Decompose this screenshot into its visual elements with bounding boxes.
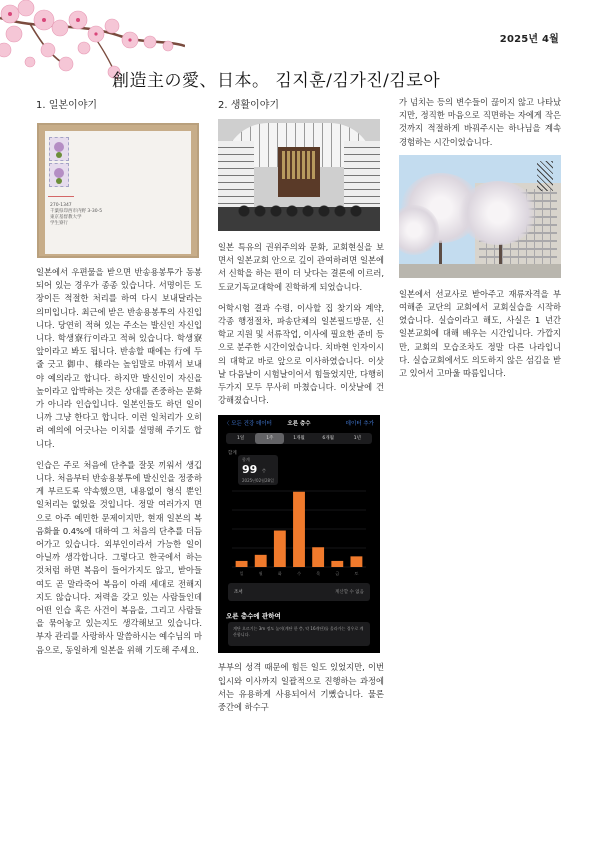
tab-6-months[interactable]: 6개월 xyxy=(322,436,334,442)
paragraph: 인습은 주로 처음에 단추를 잘못 끼워서 생깁니다. 처음부터 반송용봉투에 발신인을 정중하게 부르도록 약속했으면, 내용없이 형식 뿐인 일처리는 없었을 것입니다. 정말 여러가지 면으로 아주 예민한 문제이지만, 현재 일본의 복음화율 0.4%에 대하여 그 처음의 단추를 더듬어가고 있습니다. 외부인이라서 가능한 일이 아닐까 생각합니다. 그렇다고 한국에서 하는 것처럼 하면 복음이 들어가지도 않고, 받아들여도 곧 말라죽어 복음이 아래 세대로 전해지지도 않습니다. 저력을 갖고 있는 사람들인데 어떤 인습 혹은 사건이 복음을, 그리고 사람들을 묶어놓고 있는지도 생각해보고 있습니다. 부자 관리를 사랑하사 말씀하시는 예수님의 마음으로, 동일하게 일본을 위해 기도해 주세요. xyxy=(36,459,202,655)
screen-title: 오른 층수 xyxy=(287,421,311,428)
health-app-screenshot xyxy=(218,415,380,653)
tab-week[interactable]: 1주 xyxy=(255,433,284,444)
bar-5[interactable] xyxy=(331,561,343,567)
average-label: 조서 xyxy=(234,590,243,596)
tab-month[interactable]: 1개월 xyxy=(293,436,305,442)
paragraph: 일본에서 우편물을 받으면 반송용봉투가 동봉되어 있는 경우가 종종 있습니다. 서명이든 도장이든 적절한 처리를 하여 다시 보내달라는 의미입니다. 최근에 받은 반송용봉투의 사진입니다. 당연히 적혀 있는 주소는 발신인 자신입니다. 학생寮行이라고 적혀 있습니다. 학생寮 앞이라고 봐도 됩니다. 반송할 때에는 行에 두 줄 긋고 御中、様라는 높임말로 바꿔서 보내야 예의라고 합니다. 하지만 발신인이 자신을 높이라고 압박하는 것은 상대를 존중하는 문화가 아니라 인습입니다. 일본인들도 하던 일이니까 그냥 한다고 합니다. 이런 일처리가 오히려 예의에 어긋나는 이치를 설명해 주기도 합니다. xyxy=(36,267,202,449)
column-japan-story xyxy=(36,96,202,665)
postal-code-rule xyxy=(48,196,74,197)
paragraph: 어학시험 결과 수령, 이사할 집 찾기와 계약, 각종 행정절차, 파송단체의 일본필드방문, 신학교 지원 및 서류작업, 이사에 필요한 준비 등으로 분주한 시간이었습니다. 치바현 인자이시의 대학교 바로 앞으로 이사하였습니다. 이삿날 다음날이 시험날이어서 힘들었지만, 다행히 두가지 모두 무사히 마쳤습니다. 이삿날에 건강해졌습니다. xyxy=(218,302,384,406)
postage-stamp xyxy=(49,137,69,161)
bar-0[interactable] xyxy=(236,561,248,567)
tab-day[interactable]: 1일 xyxy=(236,436,245,442)
x-tick-label: 일 xyxy=(239,571,244,577)
average-row[interactable] xyxy=(228,583,370,601)
bar-4[interactable] xyxy=(312,548,324,568)
column-life-story xyxy=(218,96,384,722)
about-text: 계단 오르기는 3m 정도 높이(계단 한 층, 약 16개단)를 올라가는 경우로 계산합니다. xyxy=(228,622,370,646)
back-link[interactable]: 〈 모든 건강 데이터 xyxy=(224,421,272,428)
add-data-link[interactable]: 데이터 추가 xyxy=(345,421,374,428)
summary-label: 합계 xyxy=(228,451,237,457)
postage-stamp xyxy=(49,163,69,187)
x-tick-label: 월 xyxy=(258,571,263,577)
x-tick-label: 화 xyxy=(277,571,282,577)
period-tabs xyxy=(226,433,372,444)
x-tick-label: 목 xyxy=(316,571,321,577)
metric-label: 합계 xyxy=(242,457,250,463)
paragraph: 부부의 성격 때문에 힘든 일도 있었지만, 이번 입시와 이사까지 일괄적으로 진행하는 과정에서는 유용하게 사용되어서 기뻤습니다. 물론 중간에 하수구 xyxy=(218,662,384,713)
bar-3[interactable] xyxy=(293,492,305,567)
paragraph: 일본에서 선교사로 받아주고 재류자격을 부여해준 교단의 교회에서 교회실습을 시작하였습니다. 실습이라고 해도, 사실은 1 년간 일본교회에 대해 배우는 시간입니다. 가깝지만, 교회의 모습조차도 정말 다른 나라입니다. 실습교회에서도 의도하지 않은 섬김을 받고 있어서 고마울 따름입니다. xyxy=(399,288,561,379)
section-heading-life-story: 2. 생활이야기 xyxy=(218,100,280,111)
bar-2[interactable] xyxy=(274,531,286,567)
metric-unit: 층 xyxy=(262,468,266,474)
envelope-address: 270-1347 千葉県印西市内野 3-30-5 東京基督教大学 学生寮行 xyxy=(50,203,103,226)
issue-date: 2025년 4월 xyxy=(499,34,559,45)
floors-bar-chart xyxy=(224,487,374,579)
x-tick-label: 금 xyxy=(335,571,340,577)
metric-date: 2025년02월28일 xyxy=(242,478,274,484)
cherry-blossom-campus-photo xyxy=(399,155,561,278)
bar-6[interactable] xyxy=(350,557,362,568)
paragraph: 일본 특유의 권위주의와 문화, 교회현실을 보면서 일본교회 안으로 깊이 관여하려면 일본에서 신학을 하는 편이 더 낫다는 결론에 이르러, 도쿄기독교대학에 진학하게 되었습니다. xyxy=(218,242,384,292)
bar-1[interactable] xyxy=(255,555,267,567)
paragraph: 가 넘치는 등의 변수들이 끊이지 않고 나타났지만, 정직한 마음으로 직면하는 자에게 작은 것까지 적절하게 바꿔주시는 하나님을 계속 경험하는 시간이었습니다. xyxy=(399,97,561,147)
column-continued xyxy=(399,96,561,380)
page-title: 創造主の愛、日本。 김지훈/김가진/김로아 xyxy=(112,71,441,91)
x-tick-label: 토 xyxy=(354,571,359,577)
return-envelope-photo xyxy=(37,123,199,258)
church-interior-photo xyxy=(218,119,380,231)
metric-value: 99 xyxy=(242,463,258,477)
section-heading-japan-story: 1. 일본이야기 xyxy=(36,100,98,111)
average-value: 계산할 수 없음 xyxy=(335,590,364,596)
tab-year[interactable]: 1년 xyxy=(353,436,362,442)
selected-value-bubble xyxy=(238,455,278,485)
about-heading: 오른 층수에 관하여 xyxy=(226,612,281,621)
x-tick-label: 수 xyxy=(297,571,301,577)
